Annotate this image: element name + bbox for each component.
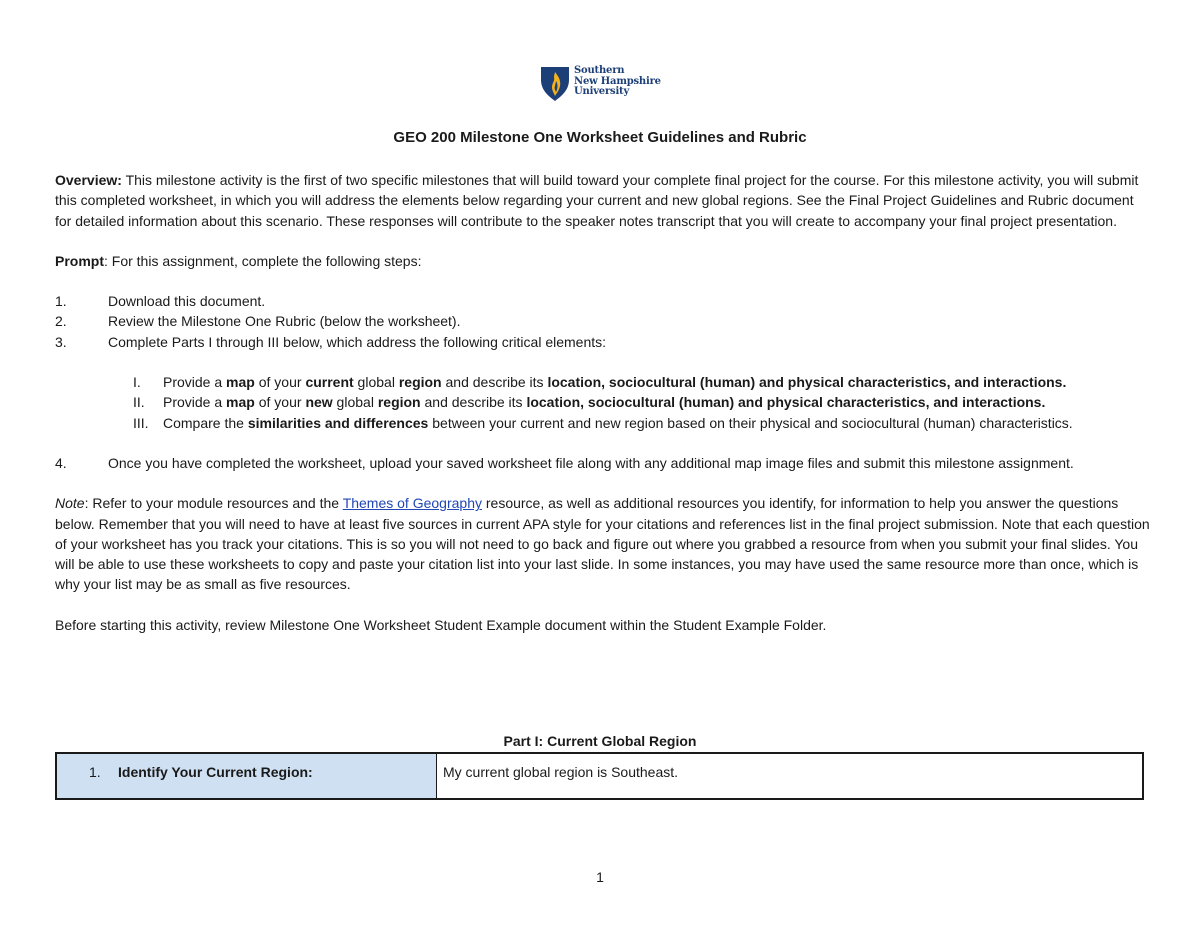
prompt-text: : For this assignment, complete the following steps: [104, 252, 422, 269]
current-region-label-cell [57, 754, 437, 798]
critical-element-item [109, 413, 1150, 433]
step-item-4 [55, 453, 1150, 473]
current-region-table [55, 752, 1144, 800]
document-body [55, 170, 1150, 635]
prompt-label: Prompt [55, 252, 104, 269]
step-text: Review the Milestone One Rubric (below the worksheet). [108, 313, 461, 330]
themes-of-geography-link[interactable]: Themes of Geography [342, 495, 482, 512]
step-item [55, 311, 1150, 331]
logo-line-3: University [574, 86, 630, 97]
overview-text: This milestone activity is the first of two specific milestones that will build toward your complete final project for the course. For this milestone activity, you will submit this completed worksheet, in which you will address the elements below regarding your current and new global regions. See the Final Project Guidelines and Rubric document for detailed information about this scenario. These responses will contribute to the speaker notes transcript that you will create to accompany your final project presentation. [55, 172, 1139, 229]
shield-flame-icon [540, 66, 570, 102]
step-item [55, 332, 1150, 352]
university-logo-text [574, 66, 661, 98]
critical-element-number: II. [133, 394, 145, 411]
current-region-value-cell[interactable]: My current global region is Southeast. [443, 764, 679, 780]
prompt-paragraph [55, 251, 1150, 271]
critical-element-item [109, 372, 1150, 392]
critical-element-item [109, 392, 1150, 412]
step-number: 3. [55, 333, 67, 350]
logo-line-2: New Hampshire [574, 75, 661, 87]
critical-element-number: I. [133, 374, 141, 391]
overview-label: Overview: [55, 172, 122, 188]
critical-element-text: Provide a map of your current global region and describe its location, sociocultural (human) and physical characteristics, and interactions. [163, 374, 1067, 391]
critical-element-text: Compare the similarities and differences between your current and new region based on their physical and sociocultural (human) characteristics. [163, 414, 1073, 431]
critical-element-number: III. [133, 414, 149, 431]
university-logo [540, 66, 661, 102]
step-text: Once you have completed the worksheet, upload your saved worksheet file along with any additional map image files and submit this milestone assignment. [108, 454, 1074, 471]
step-number: 4. [55, 454, 67, 471]
page-number: 1 [596, 869, 604, 885]
row-number: 1. [89, 764, 101, 780]
step-number: 1. [55, 293, 67, 310]
document-title: GEO 200 Milestone One Worksheet Guidelines and Rubric [393, 129, 807, 146]
step-number: 2. [55, 313, 67, 330]
logo-line-1: Southern [574, 65, 625, 76]
steps-list [55, 291, 1150, 352]
note-label: Note [55, 495, 85, 512]
row-label: Identify Your Current Region: [118, 764, 313, 780]
step-text: Complete Parts I through III below, which address the following critical elements: [108, 333, 607, 350]
note-paragraph: Note: Refer to your module resources and the Themes of Geography resource, as well as additional resources you identify, for information to help you answer the questions below. Remember that you will need to have at least five sources in current APA style for your citations and references list in the final project submission. Note that each question of your worksheet has you track your citations. This is so you will not need to go back and figure out where you grabbed a resource from when you submit your final slides. You will be able to use these worksheets to copy and paste your citation list into your last slide. In some instances, you may have used the same resource more than once, which is why your list may be as small as five resources. [55, 495, 1150, 593]
critical-element-text: Provide a map of your new global region and describe its location, sociocultural (human) and physical characteristics, and interactions. [163, 394, 1046, 411]
step-item [55, 291, 1150, 311]
before-starting-paragraph: Before starting this activity, review Milestone One Worksheet Student Example document within the Student Example Folder. [55, 616, 827, 633]
part-one-title: Part I: Current Global Region [503, 733, 697, 749]
step-text: Download this document. [108, 293, 266, 310]
overview-paragraph [55, 170, 1150, 231]
critical-elements-list [55, 372, 1150, 433]
